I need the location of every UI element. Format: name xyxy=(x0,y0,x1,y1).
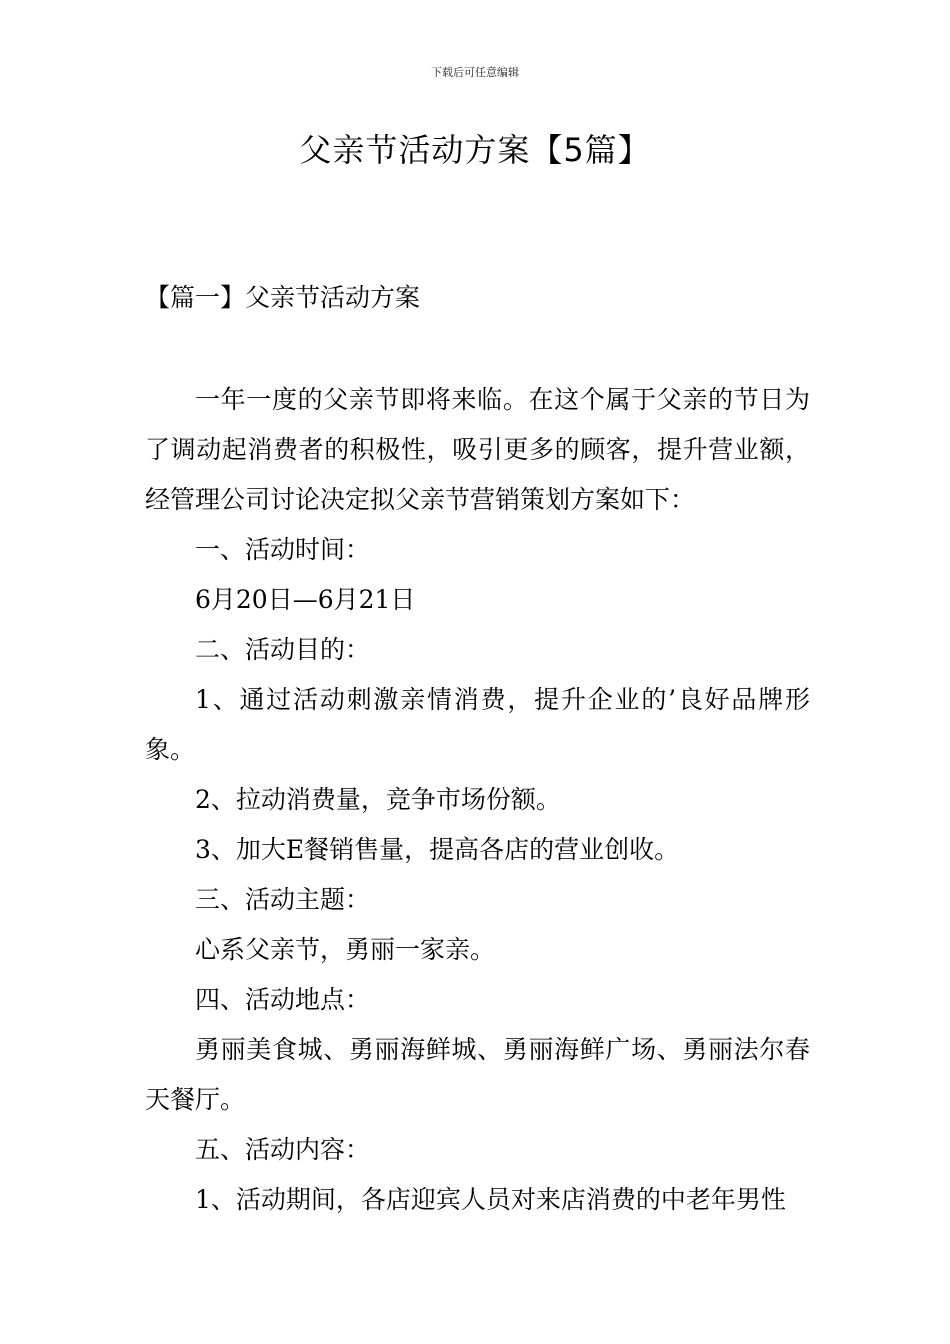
paragraph-content-heading: 五、活动内容： xyxy=(195,1135,371,1164)
section-heading: 【篇一】父亲节活动方案 xyxy=(145,283,421,312)
paragraph-purpose-heading: 二、活动目的： xyxy=(195,635,371,664)
paragraph-location-value: 勇丽美食城、勇丽海鲜城、勇丽海鲜广场、勇丽法尔春天餐厅。 xyxy=(145,1035,810,1114)
paragraph-content-1: 1、活动期间，各店迎宾人员对来店消费的中老年男性 xyxy=(195,1185,786,1214)
document-body xyxy=(145,375,810,1225)
paragraph-time-value: 6月20日—6月21日 xyxy=(195,585,416,614)
paragraph-theme-value: 心系父亲节，勇丽一家亲。 xyxy=(195,935,496,964)
paragraph-purpose-2: 2、拉动消费量，竞争市场份额。 xyxy=(195,785,561,814)
paragraph-purpose-1: 1、通过活动刺激亲情消费，提升企业的’良好品牌形象。 xyxy=(145,685,810,764)
header-note: 下载后可任意编辑 xyxy=(431,66,519,79)
paragraph-intro: 一年一度的父亲节即将来临。在这个属于父亲的节日为了调动起消费者的积极性，吸引更多的顾客，提升营业额，经管理公司讨论决定拟父亲节营销策划方案如下： xyxy=(145,385,810,514)
paragraph-theme-heading: 三、活动主题： xyxy=(195,885,371,914)
document-title: 父亲节活动方案【5篇】 xyxy=(299,131,651,169)
paragraph-time-heading: 一、活动时间： xyxy=(195,535,371,564)
paragraph-location-heading: 四、活动地点： xyxy=(195,985,371,1014)
paragraph-purpose-3: 3、加大E餐销售量，提高各店的营业创收。 xyxy=(195,835,680,864)
